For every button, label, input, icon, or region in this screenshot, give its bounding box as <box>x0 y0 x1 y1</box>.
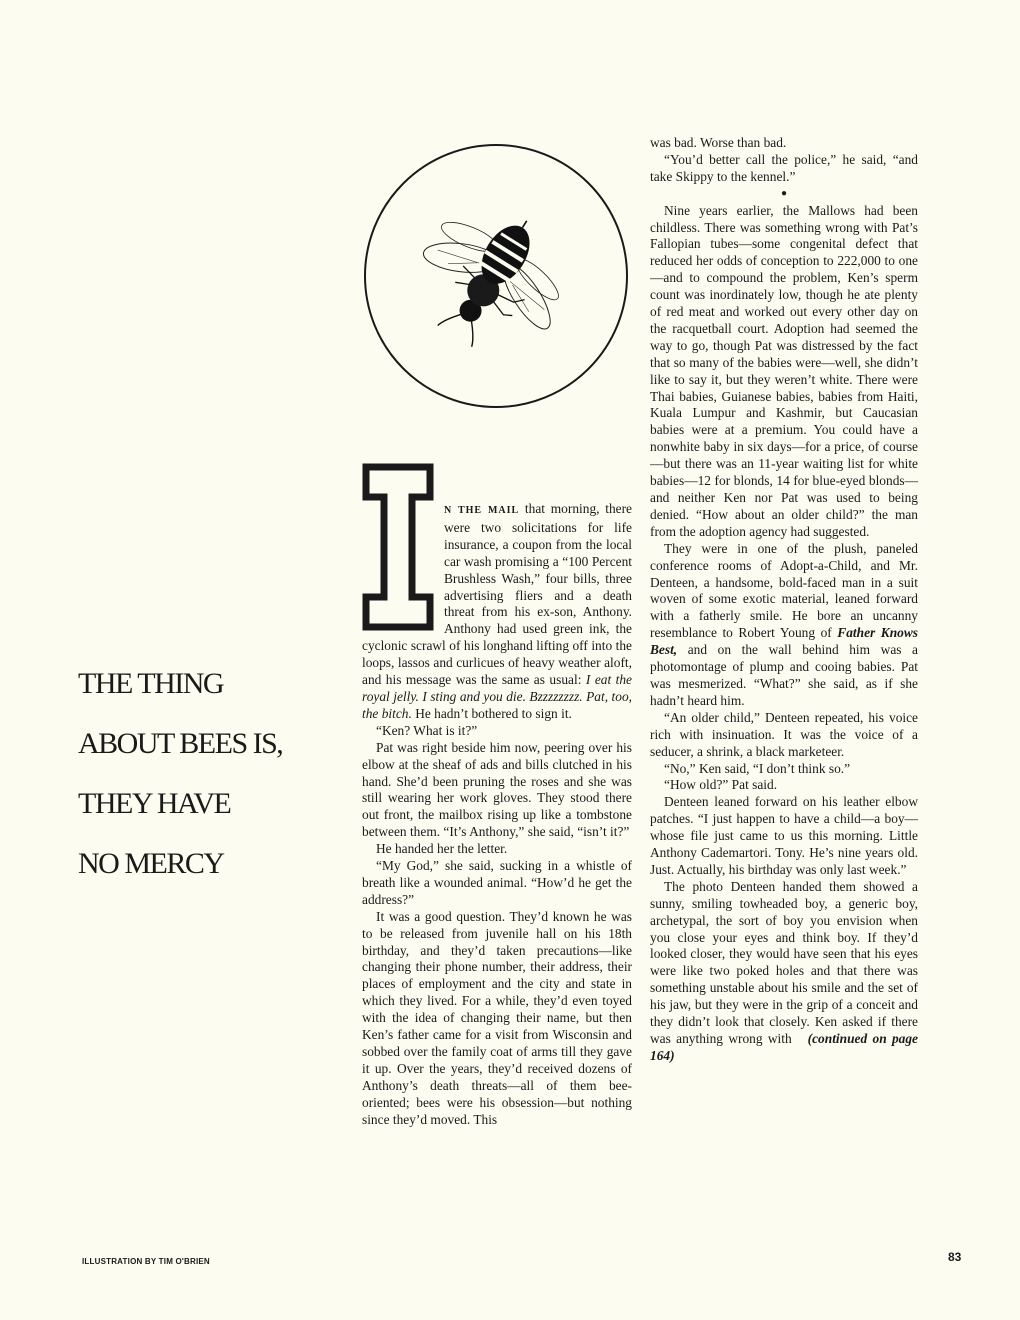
pull-quote-line: ABOUT BEES IS, <box>78 727 283 760</box>
paragraph: Nine years earlier, the Mallows had been childless. There was something wrong with Pat’s Fallopian tubes—some congenital defect that reduced her odds of conception to 222,000 to one—and to compound the problem, Ken’s sperm count was inordinately low, though he ate plenty of red meat and worked out every other day on the racquetball court. Adoption had seemed the way to go, though Pat was distressed by the fact that so many of the babies were—well, she didn’t like to say it, but they weren’t white. There were Thai babies, Guianese babies, babies from Haiti, Kuala Lumpur and Kashmir, but Caucasian babies were at a premium. You could have a nonwhite baby in six days—for a price, of course—but there was an 11-year waiting list for white babies—12 for blonds, 14 for blue-eyed blonds—and neither Ken nor Pat was used to being denied. “How about an older child?” the man from the adoption agency had suggested. <box>650 202 918 539</box>
article-column-middle <box>362 463 632 1129</box>
threat-message: I eat the royal jelly. I sting and you die. Bzzzzzzzz. Pat, too, the bitch. <box>362 672 632 721</box>
paragraph-text: and on the wall behind him was a photomontage of plump and cooing babies. Pat was mesmerized. “What?” she said, as if she hadn’t heard him. <box>650 642 918 708</box>
paragraph: He handed her the letter. <box>376 841 508 857</box>
illustration-credit: ILLUSTRATION BY TIM O'BRIEN <box>82 1257 210 1266</box>
paragraph-text: that morning, there were two solicitations for life insurance, a coupon from the local car wash promising a “100 Percent Brushless Wash,” four bills, three advertising fliers and a death threat from his ex-son, Anthony. Anthony had used green ink, the cyclonic scrawl of his longhand lifting off into the loops, lassos and curlicues of heavy weather aloft, and his message was the same as usual: <box>362 501 632 688</box>
paragraph-text: He hadn’t bothered to sign it. <box>411 705 572 721</box>
lead-small-caps: N THE MAIL <box>444 505 520 516</box>
paragraph: was bad. Worse than bad. <box>650 135 787 150</box>
paragraph: “You’d better call the police,” he said, “and take Skippy to the kennel.” <box>650 151 918 184</box>
pull-quote-line: NO MERCY <box>78 847 224 880</box>
tv-show-title: Father Knows Best, <box>650 625 919 658</box>
article-column-right <box>650 135 918 1065</box>
paragraph: “An older child,” Denteen repeated, his voice rich with insinuation. It was the voice of a seducer, a shrink, a black marketeer. <box>650 709 918 759</box>
paragraph: “No,” Ken said, “I don’t think so.” <box>664 760 851 776</box>
page-number: 83 <box>948 1250 962 1264</box>
paragraph-text: They were in one of the plush, paneled conference rooms of Adopt-a-Child, and Mr. Denteen, a handsome, bold-faced man in a suit woven of some exotic material, leaned forward with a fatherly smile. He bore an uncanny resemblance to Robert Young of <box>650 540 918 641</box>
bee-icon <box>390 180 595 378</box>
paragraph: “My God,” she said, sucking in a whistle of breath like a wounded animal. “How’d he get the address?” <box>362 858 632 907</box>
paragraph: “Ken? What is it?” <box>376 722 478 738</box>
paragraph: “How old?” Pat said. <box>664 777 778 793</box>
pull-quote <box>78 660 338 900</box>
section-break-bullet: ● <box>780 187 788 199</box>
paragraph: Denteen leaned forward on his leather elbow patches. “I just happen to have a child—a boy—whose file just came to us this morning. Little Anthony Cademartori. Tony. He’s nine years old. Just. Actually, his birthday was only last week.” <box>650 794 918 877</box>
pull-quote-line: THEY HAVE <box>78 787 231 820</box>
continued-link[interactable]: (continued on page 164) <box>650 1031 918 1063</box>
paragraph: Pat was right beside him now, peering over his elbow at the sheaf of ads and bills clutched in his hand. She’d been pruning the roses and she was still wearing her work gloves. They stood there out front, the mailbox rising up like a tombstone between them. “It’s Anthony,” she said, “isn’t it?” <box>362 739 632 840</box>
paragraph-text: The photo Denteen handed them showed a sunny, smiling towheaded boy, a generic boy, archetypal, the sort of boy you envision when you close your eyes and think boy. If they’d looked closer, they would have seen that his eyes were like two poked holes and that there was something unstable about his smile and the set of his jaw, but they were in the grip of a conceit and they didn’t look that closely. Ken asked if there was anything wrong with <box>650 878 918 1047</box>
paragraph: It was a good question. They’d known he was to be released from juvenile hall on his 18th birthday, and they’d taken precautions—like changing their phone number, their address, their places of employment and the city and state in which they lived. For a while, they’d even toyed with the idea of changing their name, but then Ken’s father came for a visit from Wisconsin and sobbed over the family coat of arms till they gave it up. Over the years, they’d received dozens of Anthony’s death threats—all of them bee-oriented; bees were his obsession—but nothing since they’d moved. This <box>362 908 632 1127</box>
pull-quote-line: THE THING <box>78 667 224 700</box>
drop-cap-letter-i <box>362 463 434 631</box>
paragraph <box>650 541 918 710</box>
paragraph <box>650 879 918 1065</box>
bee-illustration <box>362 142 630 410</box>
